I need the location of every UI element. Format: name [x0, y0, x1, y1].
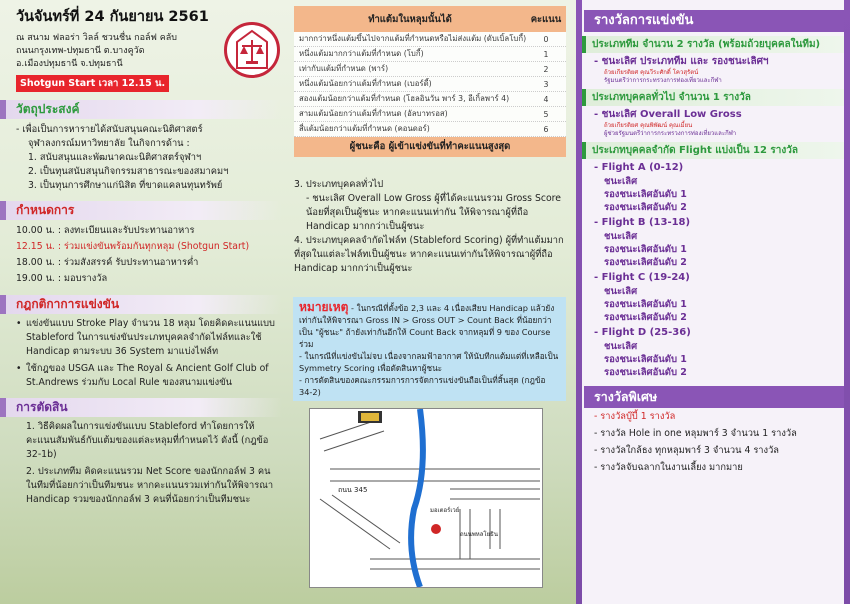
score-points: 0 — [543, 34, 549, 44]
special-awards-title: รางวัลพิเศษ — [584, 386, 844, 408]
score-points: 2 — [543, 64, 549, 74]
flight-prize: ชนะเลิศ — [604, 286, 638, 297]
team-category-heading: ประเภททีม จำนวน 2 รางวัล (พร้อมถ้วยบุคคลในทีม) — [582, 36, 844, 53]
judging-continued — [294, 178, 566, 276]
score-desc: เท่ากับแต้มที่กำหนด (พาร์) — [299, 64, 389, 73]
objective-item: 1. สนับสนุนและพัฒนาคณะนิติศาสตร์จุฬาฯ — [28, 152, 202, 163]
score-desc: หนึ่งแต้มมากกว่าแต้มที่กำหนด (โบกี้) — [299, 49, 424, 58]
flight-prize: ชนะเลิศ — [604, 176, 638, 187]
awards-title: รางวัลการแข่งขัน — [584, 10, 844, 32]
flight-b-name: - Flight B (13-18) — [594, 217, 691, 228]
special-award-item: - รางวัลใกล้ธง ทุกหลุมพาร์ 3 จำนวน 4 รางวัล — [594, 445, 779, 456]
team-sponsor — [582, 69, 844, 77]
awards-panel — [582, 0, 844, 604]
stableford-score-table — [294, 6, 566, 157]
table-row — [294, 32, 566, 47]
score-points: 4 — [543, 94, 549, 104]
middle-column — [289, 0, 571, 604]
flight-category-text: 4. ประเภทบุคคลจำกัดไฟล์ท (Stableford Scoring) ผู้ที่ทำแต้มมากที่สุดในแต่ละไฟล์ทเป็นผู้ชนะ หากคะแนนเท่ากันให้พิจารณาผู้ที่ถือ Handicap มากกว่าเป็นผู้ชนะ — [294, 235, 564, 274]
team-sponsor-title: รัฐมนตรีว่าการกระทรวงการท่องเที่ยวและกีฬา — [604, 77, 722, 84]
special-award-item: - รางวัลบู๊บี้ 1 รางวัล — [594, 411, 676, 422]
scales-of-justice-icon — [232, 28, 272, 72]
judging-heading: การตัดสิน — [0, 398, 282, 417]
score-header-desc: ทำแต้มในหลุมนั้นได้ — [368, 13, 452, 25]
judging-item: 1. วิธีคิดผลในการแข่งขันแบบ Stableford ทำโดยการให้คะแนนสัมพันธ์กับแต้มของแต่ละหลุมที่กำหนดไว้ ดังนี้ (กฎข้อ 32-1b) — [26, 421, 269, 460]
law-faculty-logo — [224, 22, 280, 78]
objectives-body — [16, 123, 277, 193]
road-map-graphic — [310, 409, 542, 587]
venue-line-3: อ.เมืองปทุมธานี จ.ปทุมธานี — [16, 59, 123, 69]
table-row — [294, 77, 566, 92]
map-road-label: ถนน 345 — [338, 486, 368, 494]
schedule-item: 12.15 น. : ร่วมแข่งขันพร้อมกันทุกหลุม (Shotgun Start) — [16, 241, 250, 252]
score-desc: มากกว่าหนึ่งแต้มขึ้นไปจากแต้มที่กำหนดหรือไม่ส่งแต้ม (ดับเบิ้ลโบกี้) — [299, 34, 526, 43]
score-header-points: คะแนน — [530, 13, 562, 25]
flight-prize: รองชนะเลิศอันดับ 1 — [604, 244, 687, 255]
rule-item: • ใช้กฎของ USGA และ The Royal & Ancient Golf Club of St.Andrews ร่วมกับ Local Rule ของสนามแข่งขัน — [16, 362, 277, 390]
flight-prize: รองชนะเลิศอันดับ 2 — [604, 367, 687, 378]
flight-d-name: - Flight D (25-36) — [594, 327, 691, 338]
general-sponsor — [582, 122, 844, 130]
score-points: 6 — [543, 124, 549, 134]
note-box — [293, 297, 566, 401]
team-award-item: - ชนะเลิศ ประเภททีม และ รองชนะเลิศฯ — [594, 56, 769, 67]
general-category-body: - ชนะเลิศ Overall Low Gross ผู้ที่ได้คะแนนรวม Gross Score น้อยที่สุดเป็นผู้ชนะ หากคะแนนเท่ากัน ให้พิจารณาผู้ที่ถือ Handicap มากกว่าเป็นผู้ชนะ — [306, 193, 561, 232]
map-place-label: มอเตอร์เวย์ — [430, 507, 460, 514]
flight-prize: ชนะเลิศ — [604, 341, 638, 352]
score-points: 3 — [543, 79, 549, 89]
map-place-label-2: ถนนพหลโยธิน — [460, 531, 498, 538]
score-table-header — [294, 6, 566, 32]
table-row — [294, 92, 566, 107]
objectives-heading: วัตถุประสงค์ — [0, 100, 282, 119]
note-line: - การตัดสินของคณะกรรมการการจัดการแข่งขันถือเป็นที่สิ้นสุด (กฎข้อ 34-2) — [299, 375, 546, 397]
venue-line-2: ถนนกรุงเทพ-ปทุมธานี ต.บางคูวัด — [16, 46, 145, 56]
special-award-item: - รางวัล Hole in one หลุมพาร์ 3 จำนวน 1 รางวัล — [594, 428, 797, 439]
flight-prize: ชนะเลิศ — [604, 231, 638, 242]
flight-prize: รองชนะเลิศอันดับ 2 — [604, 312, 687, 323]
objectives-intro: - เพื่อเป็นการหารายได้สนับสนุนคณะนิติศาสตร์ — [16, 124, 203, 135]
flight-a-name: - Flight A (0-12) — [594, 162, 684, 173]
score-points: 1 — [543, 49, 549, 59]
schedule-item: 19.00 น. : มอบรางวัล — [16, 273, 108, 284]
left-column — [0, 0, 285, 604]
objective-item: 3. เป็นทุนการศึกษาแก่นิสิต ที่ขาดแคลนทุนทรัพย์ — [28, 180, 223, 191]
objectives-intro-2: จุฬาลงกรณ์มหาวิทยาลัย ในกิจการด้าน : — [28, 138, 190, 149]
schedule-item: 10.00 น. : ลงทะเบียนและรับประทานอาหาร — [16, 225, 195, 236]
rule-item: • แข่งขันแบบ Stroke Play จำนวน 18 หลุม โดยคิดคะแนนแบบ Stableford ในการแข่งขันประเภทบุคคลจำกัดไฟล์ทและใช้ Handicap ตามระบบ 36 System มาแบ่งไฟล์ท — [16, 317, 277, 359]
flight-category-heading: ประเภทบุคคลจำกัด Flight แบ่งเป็น 12 รางวัล — [582, 142, 844, 159]
rules-heading: กฎกติกาการแข่งขัน — [0, 295, 282, 314]
schedule-heading: กำหนดการ — [0, 201, 282, 220]
flight-c-name: - Flight C (19-24) — [594, 272, 690, 283]
event-date: วันจันทร์ที่ 24 กันยายน 2561 — [16, 9, 209, 25]
general-category-title: 3. ประเภทบุคคลทั่วไป — [294, 179, 384, 190]
judging-item: 2. ประเภททีม คิดคะแนนรวม Net Score ของนักกอล์ฟ 3 คน ในทีมที่น้อยกว่าเป็นทีมชนะ หากคะแนนรวมเท่ากันให้พิจารณา Handicap รวมของนักกอล์ฟ 3 คนที่น้อยกว่าเป็นทีมชนะ — [26, 466, 274, 505]
schedule-item: 18.00 น. : ร่วมสังสรรค์ รับประทานอาหารค่ำ — [16, 257, 199, 268]
table-row — [294, 47, 566, 62]
general-sponsor-title: ผู้ช่วยรัฐมนตรีว่าการกระทรวงการท่องเที่ยวและกีฬา — [604, 130, 737, 137]
general-category-heading: ประเภทบุคคลทั่วไป จำนวน 1 รางวัล — [582, 89, 844, 106]
flight-prize: รองชนะเลิศอันดับ 1 — [604, 299, 687, 310]
score-table-footer: ผู้ชนะคือ ผู้เข้าแข่งขันที่ทำคะแนนสูงสุด — [294, 137, 566, 157]
table-row — [294, 122, 566, 137]
special-award-item: - รางวัลจับฉลากในงานเลี้ยง มากมาย — [594, 462, 743, 473]
table-row — [294, 62, 566, 77]
schedule-list — [16, 223, 277, 287]
objective-item: 2. เป็นทุนสนับสนุนกิจกรรมสาธารณะของสมาคมฯ — [28, 166, 229, 177]
score-desc: สี่แต้มน้อยกว่าแต้มที่กำหนด (คอนดอร์) — [299, 124, 430, 133]
flight-prize: รองชนะเลิศอันดับ 2 — [604, 202, 687, 213]
note-title: หมายเหตุ — [299, 300, 349, 314]
sponsor-trophy: ถ้วยเกียรติยศ คุณพิพัฒน์ คุณเมี้ยน — [604, 122, 693, 129]
note-line: - ในกรณีที่ตั้งข้อ 2,3 และ 4 เนื่องเสียบ Handicap แล้วยังเท่ากันให้พิจารณา Gross IN > Gross OUT > Count Back ที่น้อยกว่าเป็น "ผู้ชนะ" ถ้ายังเท่ากันอีกให้ Count Back จากหลุมที่ 9 ของ Course ร่วม — [299, 303, 555, 349]
general-award-item: - ชนะเลิศ Overall Low Gross — [594, 109, 742, 120]
score-desc: สองแต้มน้อยกว่าแต้มที่กำหนด (โฮลอินวัน พาร์ 3, อีเกิ้ลพาร์ 4) — [299, 94, 510, 103]
score-desc: สามแต้มน้อยกว่าแต้มที่กำหนด (อัลบาทรอส) — [299, 109, 448, 118]
venue-line-1: ณ สนาม ฟลอร่า วิลล์ ชวนชื่น กอล์ฟ คลับ — [16, 33, 177, 43]
table-row — [294, 107, 566, 122]
flight-prize: รองชนะเลิศอันดับ 1 — [604, 189, 687, 200]
awards-column — [576, 0, 850, 604]
venue-map — [309, 408, 543, 588]
sponsor-trophy: ถ้วยเกียรติยศ คุณวีระศักดิ์ โควสุรัตน์ — [604, 69, 699, 76]
score-points: 5 — [543, 109, 549, 119]
flight-prize: รองชนะเลิศอันดับ 2 — [604, 257, 687, 268]
flight-prize: รองชนะเลิศอันดับ 1 — [604, 354, 687, 365]
note-line: - ในกรณีที่แข่งขันไม่จบ เนื่องจากลมฟ้าอากาศ ให้นับทีกแต้มแต่ที่เหลือเป็น Symmetry Scoring เพื่อตัดสินหาผู้ชนะ — [299, 351, 559, 373]
shotgun-badge: Shotgun Start เวลา 12.15 น. — [16, 75, 169, 92]
score-desc: หนึ่งแต้มน้อยกว่าแต้มที่กำหนด (เบอร์ดี้) — [299, 79, 432, 88]
